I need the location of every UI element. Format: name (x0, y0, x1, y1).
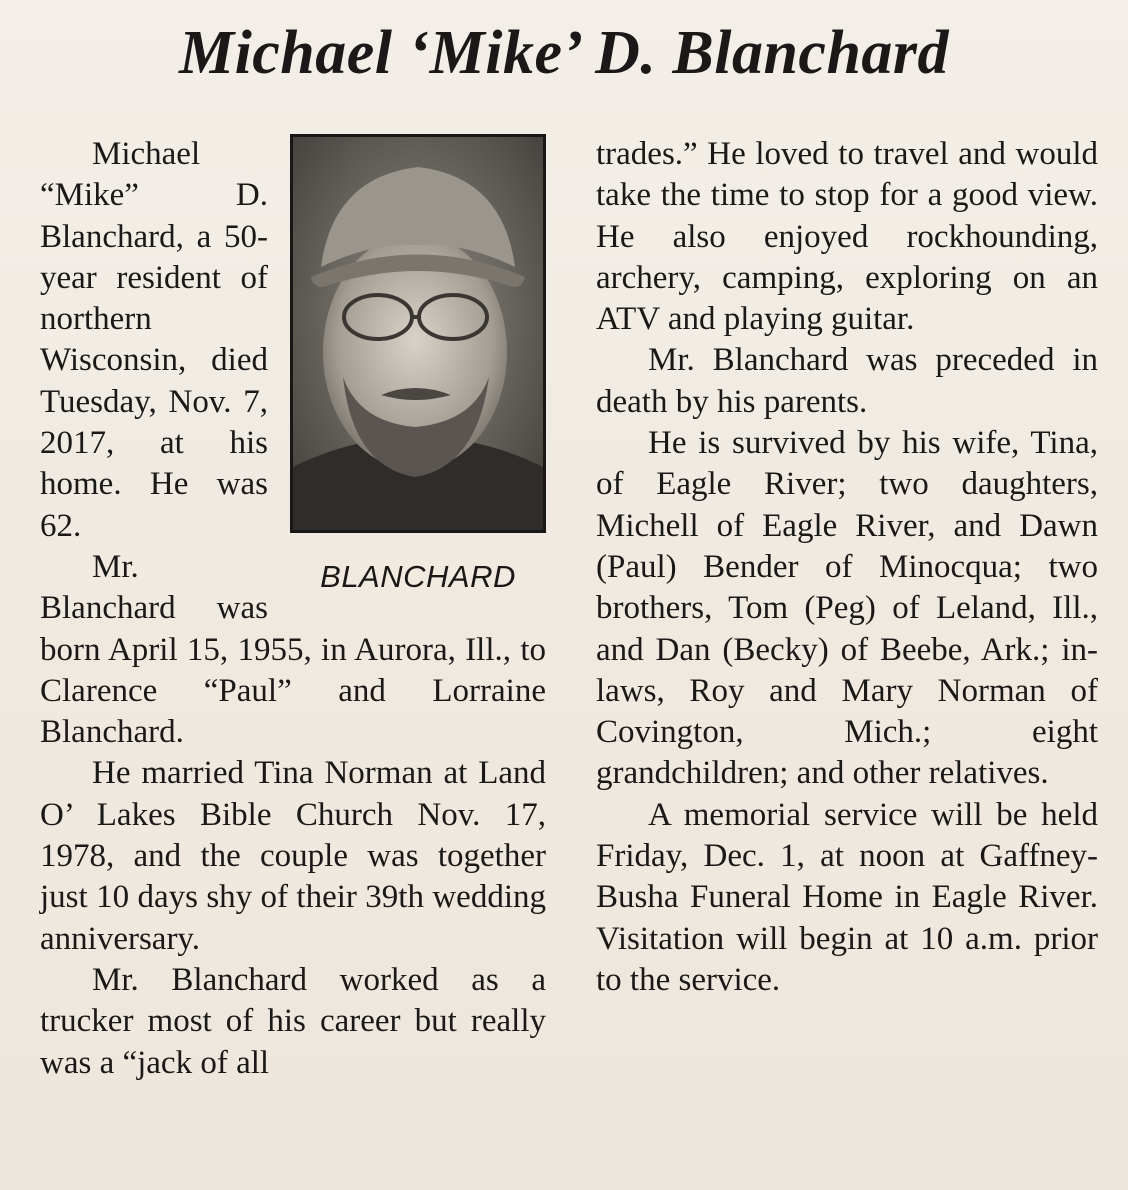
right-column (596, 134, 1098, 1001)
paragraph: He is survived by his wife, Tina, of Eagle River; two daughters, Michell of Eagle River, and Dawn (Paul) Bender of Minocqua; two brothers, Tom (Peg) of Leland, Ill., and Dan (Becky) of Beebe, Ark.; in-laws, Roy and Mary Norman of Covington, Mich.; eight grandchildren; and other relatives. (596, 425, 1098, 792)
paragraph: A memorial service will be held Friday, Dec. 1, at noon at Gaffney-Busha Funeral Home in Eagle River. Visitation will begin at 10 a.m. prior to the service. (596, 796, 1098, 998)
left-column (40, 134, 546, 1084)
paragraph: Mr. Blanchard was preceded in death by his parents. (596, 342, 1098, 420)
portrait-photo (290, 134, 546, 533)
paragraph: Mr. Blanchard was born April 15, 1955, in Aurora, Ill., to Clarence “Paul” and Lorraine Blanchard. (40, 548, 546, 751)
headline: Michael ‘Mike’ D. Blanchard (178, 19, 950, 87)
paragraph: Mr. Blanchard worked as a trucker most of his career but really was a “jack of all (40, 961, 546, 1081)
photo-block (290, 134, 546, 624)
paragraph: trades.” He loved to travel and would take the time to stop for a good view. He also enjoyed rockhounding, archery, camping, exploring on an ATV and playing guitar. (596, 136, 1098, 338)
photo-caption: BLANCHARD (320, 559, 516, 594)
paragraph: He married Tina Norman at Land O’ Lakes Bible Church Nov. 17, 1978, and the couple was together just 10 days shy of their 39th wedding anniversary. (40, 755, 546, 957)
paragraph: Michael “Mike” D. Blanchard, a 50-year resident of northern Wisconsin, died Tuesday, Nov. 7, 2017, at his home. He was 62. (40, 136, 268, 544)
